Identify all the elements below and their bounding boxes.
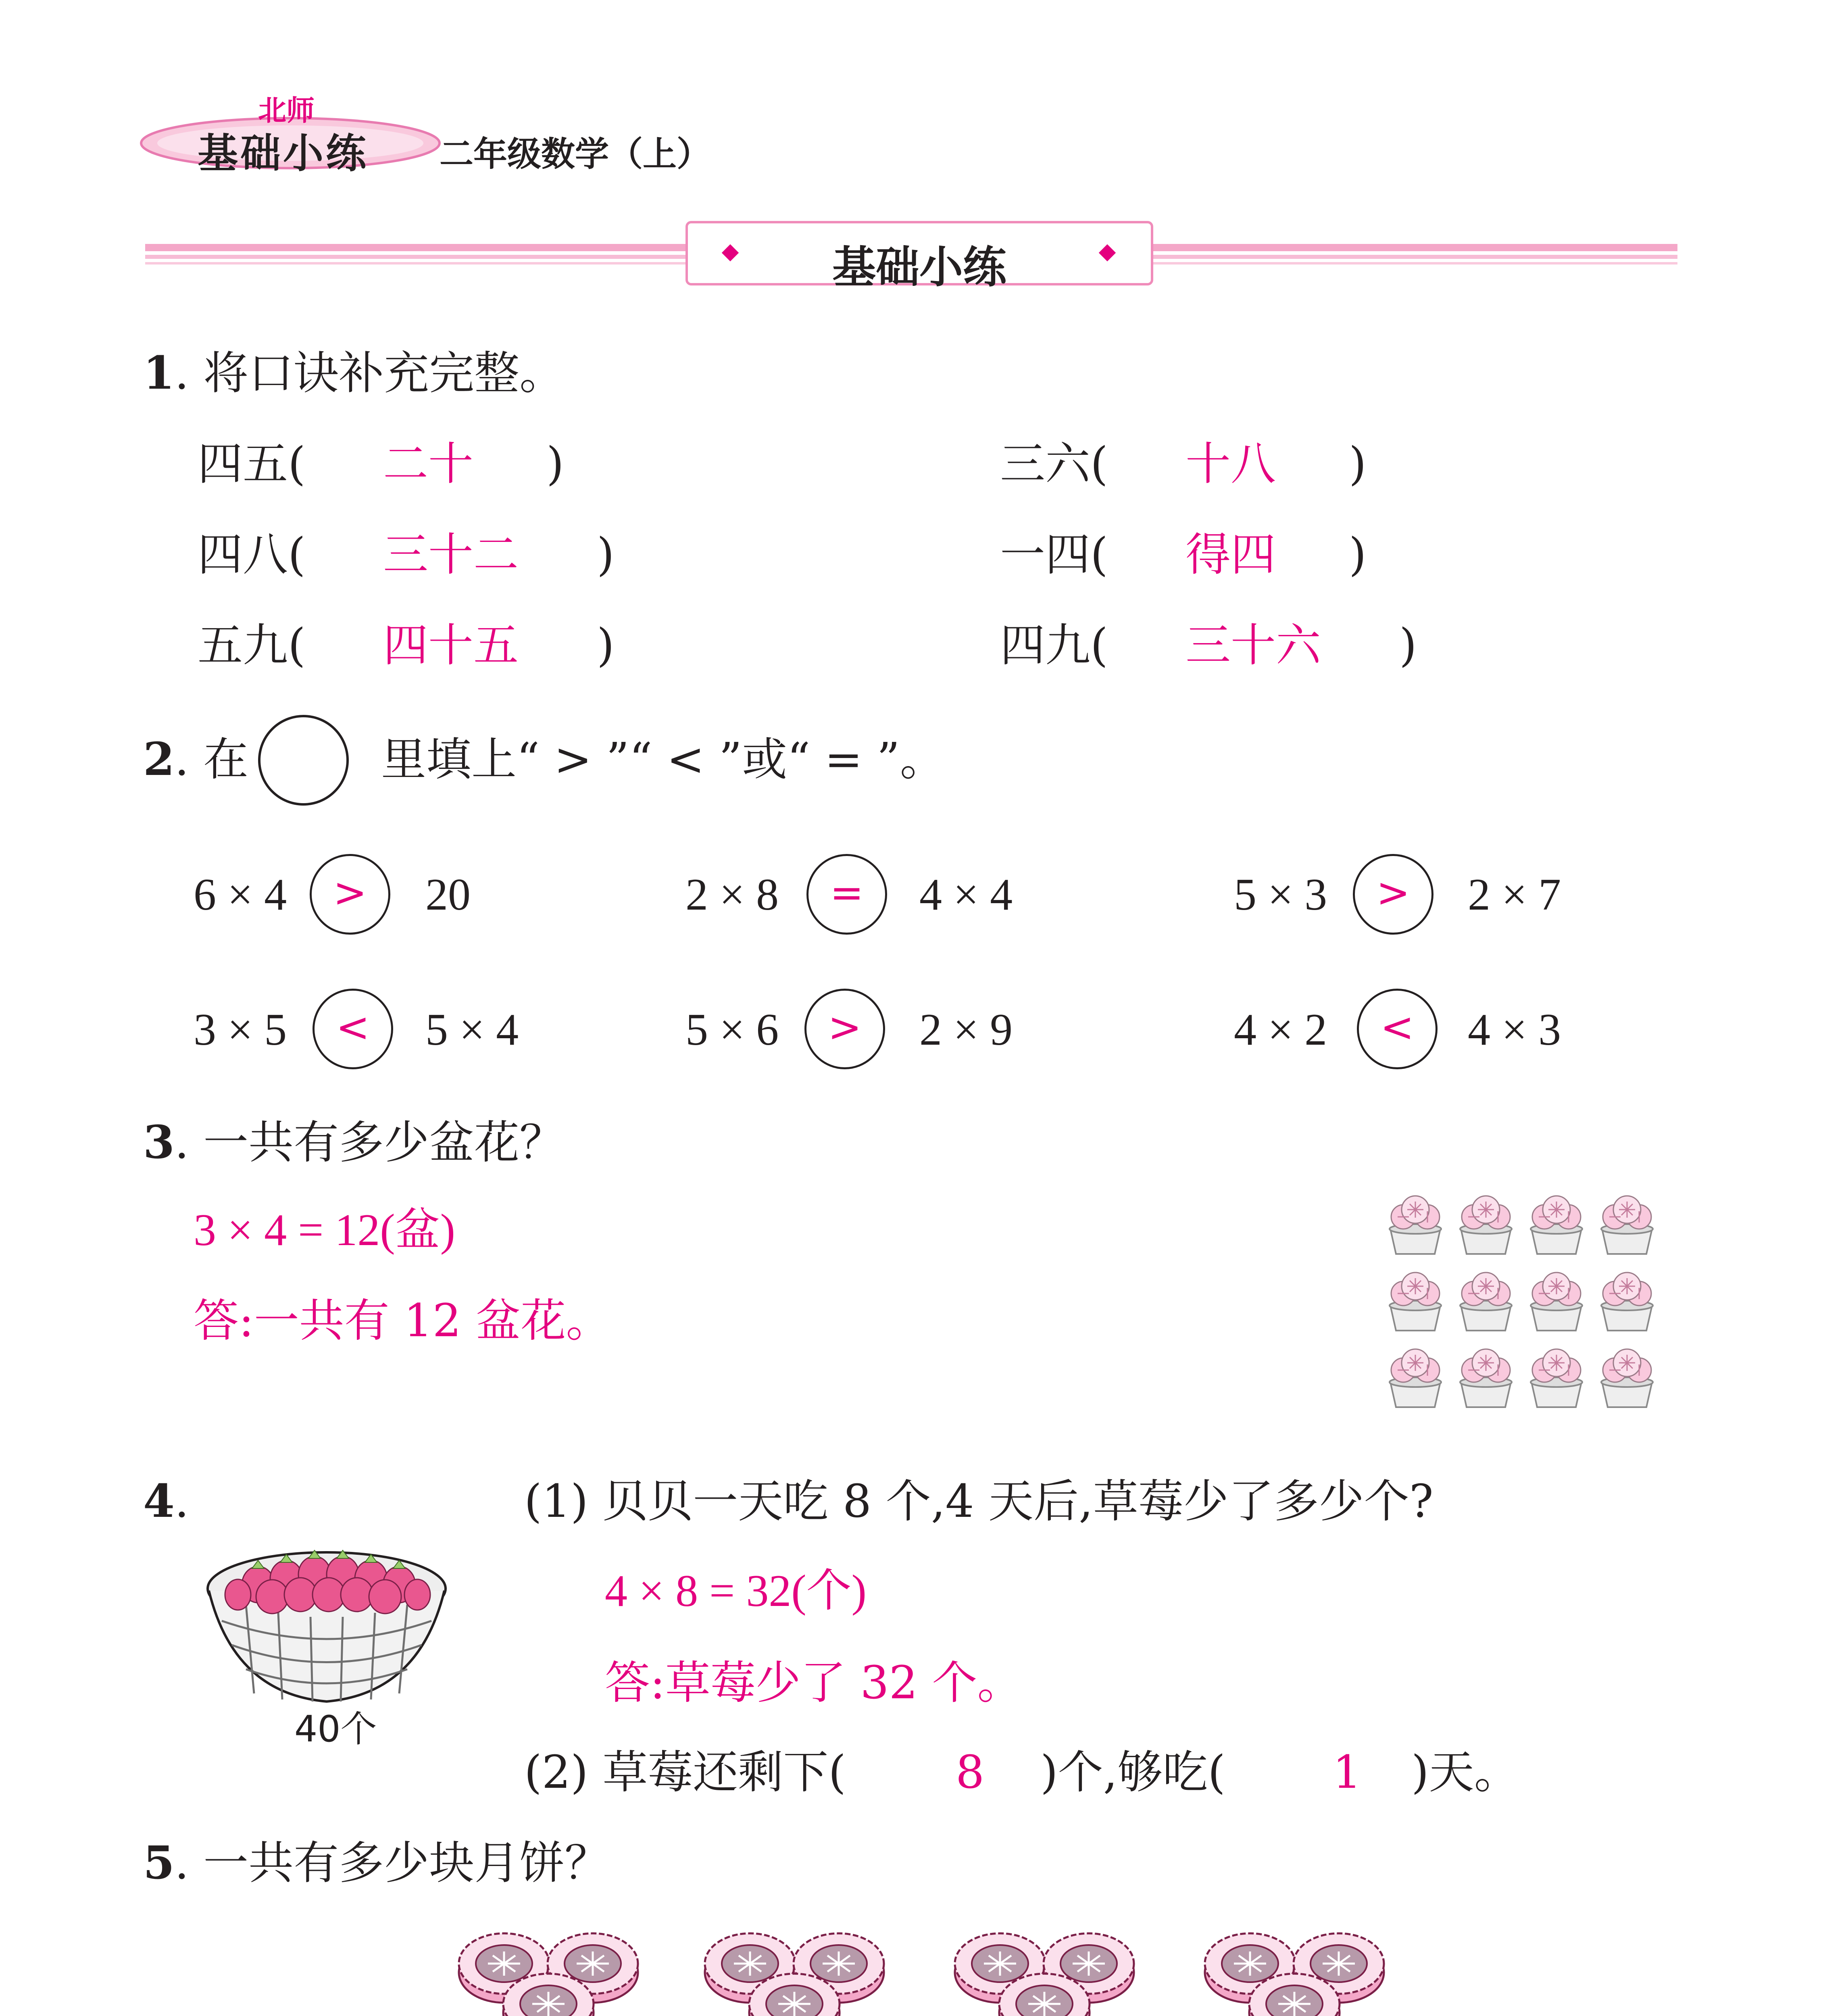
q5-number: 5 xyxy=(143,1837,175,1889)
q4-part2-end: )天。 xyxy=(1411,1746,1519,1799)
q4-basket-label: 40个 xyxy=(294,1708,377,1750)
q1-item-answer: 得四 xyxy=(1186,529,1276,581)
q1-item-close: ) xyxy=(597,619,615,672)
q1-item-answer: 二十 xyxy=(383,438,473,490)
q1-item-label: 五九( xyxy=(198,619,306,672)
section-title-box xyxy=(685,221,1153,293)
q3-answer: 答:一共有 12 盆花。 xyxy=(194,1295,611,1347)
q2-item-5-right: 2 × 9 xyxy=(919,1005,1013,1055)
q4-part1-equation: 4 × 8 = 32(个) xyxy=(605,1566,867,1616)
q4-part2-answer-days: 1 xyxy=(1333,1746,1362,1799)
q1-heading xyxy=(143,347,565,400)
q1-item-label: 一四( xyxy=(1000,529,1108,581)
q5-prompt: . 一共有多少块月饼？ xyxy=(174,1837,610,1889)
q2-item-3-right: 2 × 7 xyxy=(1468,870,1561,920)
q1-item-3 xyxy=(198,529,615,581)
q3-prompt: . 一共有多少盆花？ xyxy=(174,1116,565,1169)
q1-item-answer: 四十五 xyxy=(383,619,519,672)
q1-prompt: . 将口诀补充完整。 xyxy=(174,347,565,400)
q2-item-1-left: 6 × 4 xyxy=(194,870,287,920)
q2-item-2-right: 4 × 4 xyxy=(919,870,1013,920)
q1-item-2 xyxy=(1000,438,1367,490)
q1-item-label: 四五( xyxy=(198,438,306,490)
mooncakes-illustration xyxy=(456,1919,1415,2016)
q2-item-4-sign: < xyxy=(313,989,393,1069)
header-series-top: 北师 xyxy=(258,94,315,127)
q5-heading xyxy=(143,1837,610,1889)
q2-prompt-start: . 在 xyxy=(174,733,249,786)
q1-item-close: ) xyxy=(1399,619,1417,672)
q2-item-1-right: 20 xyxy=(425,870,471,920)
q1-item-6 xyxy=(1000,619,1417,672)
q2-item-4-right: 5 × 4 xyxy=(425,1005,519,1055)
header-subject: 二年级数学（上） xyxy=(440,134,711,174)
strawberry-basket-illustration xyxy=(198,1540,456,1710)
q2-item-6-left: 4 × 2 xyxy=(1234,1005,1327,1055)
q2-item-2-sign: = xyxy=(806,854,887,935)
flower-pots-illustration xyxy=(1383,1193,1673,1427)
q4-number: 4 xyxy=(143,1475,175,1528)
q3-heading xyxy=(143,1116,565,1169)
header-series-name: 基础小练 xyxy=(198,130,369,177)
q4-part1-answer: 答:草莓少了 32 个。 xyxy=(605,1657,1023,1709)
q4-part1-prompt: (1) 贝贝一天吃 8 个,4 天后,草莓少了多少个? xyxy=(524,1475,1433,1528)
q1-number: 1 xyxy=(143,347,175,400)
q4-part2-start: (2) 草莓还剩下( xyxy=(524,1746,846,1799)
q1-item-answer: 三十六 xyxy=(1186,619,1321,672)
q2-example-circle-icon xyxy=(258,715,349,806)
q4-part2-answer-remaining: 8 xyxy=(956,1746,985,1799)
q1-item-1 xyxy=(198,438,564,490)
q1-item-close: ) xyxy=(546,438,564,490)
q2-item-5-sign: > xyxy=(804,989,885,1069)
q1-item-answer: 十八 xyxy=(1186,438,1276,490)
q4-part2-middle: )个,够吃( xyxy=(1040,1746,1225,1799)
q2-heading xyxy=(143,733,945,786)
q3-equation: 3 × 4 = 12(盆) xyxy=(194,1205,455,1255)
q2-item-6-sign: < xyxy=(1357,989,1438,1069)
q2-item-4-left: 3 × 5 xyxy=(194,1005,287,1055)
section-title: 基础小练 xyxy=(832,242,1006,293)
q1-item-close: ) xyxy=(597,529,615,581)
q2-item-5-left: 5 × 6 xyxy=(685,1005,779,1055)
q1-item-4 xyxy=(1000,529,1367,581)
q2-item-2-left: 2 × 8 xyxy=(685,870,779,920)
header xyxy=(137,81,782,185)
q1-item-label: 三六( xyxy=(1000,438,1108,490)
q1-item-label: 四八( xyxy=(198,529,306,581)
q1-item-label: 四九( xyxy=(1000,619,1108,672)
q1-item-close: ) xyxy=(1349,438,1367,490)
q2-item-1-sign: > xyxy=(310,854,390,935)
q2-item-3-left: 5 × 3 xyxy=(1234,870,1327,920)
q2-number: 2 xyxy=(143,733,175,786)
q3-number: 3 xyxy=(143,1116,175,1169)
q4-heading: 4. xyxy=(143,1475,189,1528)
q4-part2 xyxy=(524,1746,1519,1799)
q1-item-answer: 三十二 xyxy=(383,529,519,581)
q2-item-6-right: 4 × 3 xyxy=(1468,1005,1561,1055)
q2-prompt-end: 里填上“ > ”“ < ”或“ = ”。 xyxy=(381,733,945,786)
q1-item-close: ) xyxy=(1349,529,1367,581)
q1-item-5 xyxy=(198,619,615,672)
q2-item-3-sign: > xyxy=(1353,854,1433,935)
